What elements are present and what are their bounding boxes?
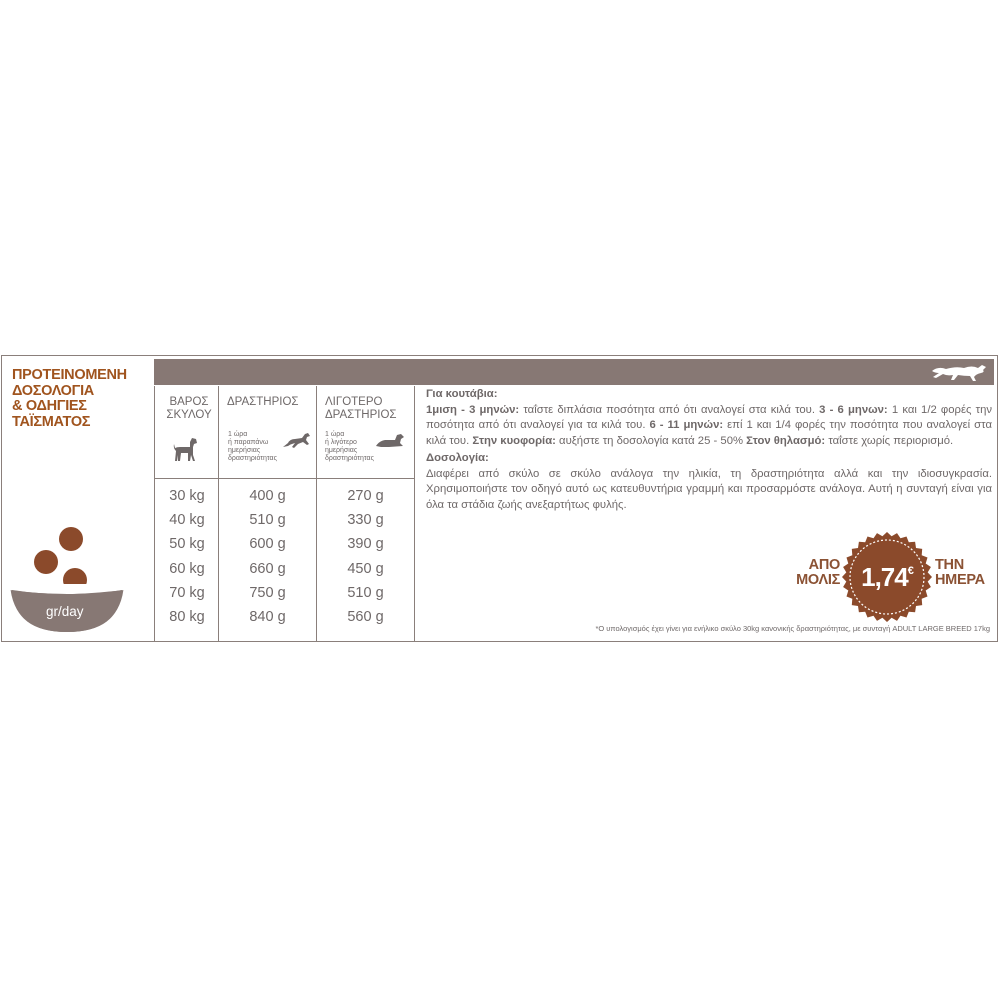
table-header-divider: [154, 478, 415, 479]
table-cell: 510 g: [249, 512, 286, 529]
puppies-paragraph: 1μιση - 3 μηνών: ταΐστε διπλάσια ποσότητα από ότι αναλογεί στα κιλά του. 3 - 6 μηνων: 1 και 1/2 φορές την ποσότητα από ότι αναλογεί για τα κιλά του. 6 - 11 μηνών: επί 1 και 1/4 φορές την ποσότητα που αναλογεί στα κιλά του. Στην κυοφορία: αυξήστε τη δοσολογία κατά 25 - 50% Στον θηλασμό: ταΐστε χωρίς περιορισμό.: [426, 403, 992, 447]
table-cell: 70 kg: [169, 584, 205, 601]
column-header-less-active: ΛΙΓΟΤΕΡΟ ΔΡΑΣΤΗΡΙΟΣ: [325, 396, 397, 421]
active-note: 1 ώρα ή παραπάνω ημερήσιας δραστηριότητας: [228, 431, 277, 462]
lying-dog-icon: [375, 432, 405, 448]
table-cell: 270 g: [347, 488, 384, 504]
table-cell: 400 g: [249, 488, 286, 504]
footnote: *Ο υπολογισμός έχει γίνει για ενήλικο σκύλο 30kg κανονικής δραστηριότητας, με συνταγή ADULT LARGE BREED 17kg: [595, 624, 990, 633]
column-header-active: ΔΡΑΣΤΗΡΙΟΣ: [227, 396, 299, 408]
table-cell: 560 g: [347, 609, 384, 626]
header-bar: [154, 359, 994, 385]
table-cell: 30 kg: [169, 488, 205, 504]
table-cell: 50 kg: [169, 536, 205, 553]
feeding-guide-panel: [1, 355, 998, 642]
table-cell: 60 kg: [169, 560, 205, 577]
puppies-heading: Για κουτάβια:: [426, 388, 498, 400]
table-divider: [154, 386, 155, 641]
dog-standing-icon: [172, 436, 200, 462]
table-cell: 840 g: [249, 609, 286, 626]
promo-left-label: ΑΠΟ ΜΟΛΙΣ: [796, 557, 840, 588]
less-active-column: [317, 484, 414, 629]
table-cell: 80 kg: [169, 609, 205, 626]
table-cell: 40 kg: [169, 512, 205, 529]
dosage-heading: Δοσολογία:: [426, 452, 489, 464]
promo-right-label: ΤΗΝ ΗΜΕΡΑ: [935, 557, 985, 588]
less-active-note: 1 ώρα ή λιγότερο ημερήσιας δραστηριότητας: [325, 431, 374, 462]
running-dog-icon: [282, 430, 312, 450]
table-divider: [414, 386, 415, 641]
instructions-text: [426, 387, 992, 513]
table-cell: 330 g: [347, 512, 384, 529]
table-cell: 510 g: [347, 584, 384, 601]
price-value: 1,74 €: [861, 561, 913, 592]
weight-column: [156, 484, 218, 629]
column-header-weight: ΒΑΡΟΣ ΣΚΥΛΟΥ: [166, 396, 212, 421]
feeding-guide-title: ΠΡΟΤΕΙΝΟΜΕΝΗ ΔΟΣΟΛΟΓΙΑ & ΟΔΗΓΙΕΣ ΤΑΪΣΜΑΤΟΣ: [12, 367, 127, 430]
greyhound-icon: [930, 362, 988, 382]
table-cell: 450 g: [347, 560, 384, 577]
bowl-label: gr/day: [46, 604, 84, 619]
table-cell: 600 g: [249, 536, 286, 553]
active-column: [219, 484, 316, 629]
table-cell: 660 g: [249, 560, 286, 577]
table-cell: 390 g: [347, 536, 384, 553]
table-cell: 750 g: [249, 584, 286, 601]
dosage-paragraph: Διαφέρει από σκύλο σε σκύλο ανάλογα την ηλικία, τη δραστηριότητα αλλά και την ιδιοσυγκρασία. Χρησιμοποιήστε τον οδηγό αυτό ως κατευθυντήρια γραμμή και προσαρμόστε ανάλογα. Αυτή η συνταγή είναι για όλα τα στάδια ζωής ανεξαρτήτως φυλής.: [426, 467, 992, 511]
